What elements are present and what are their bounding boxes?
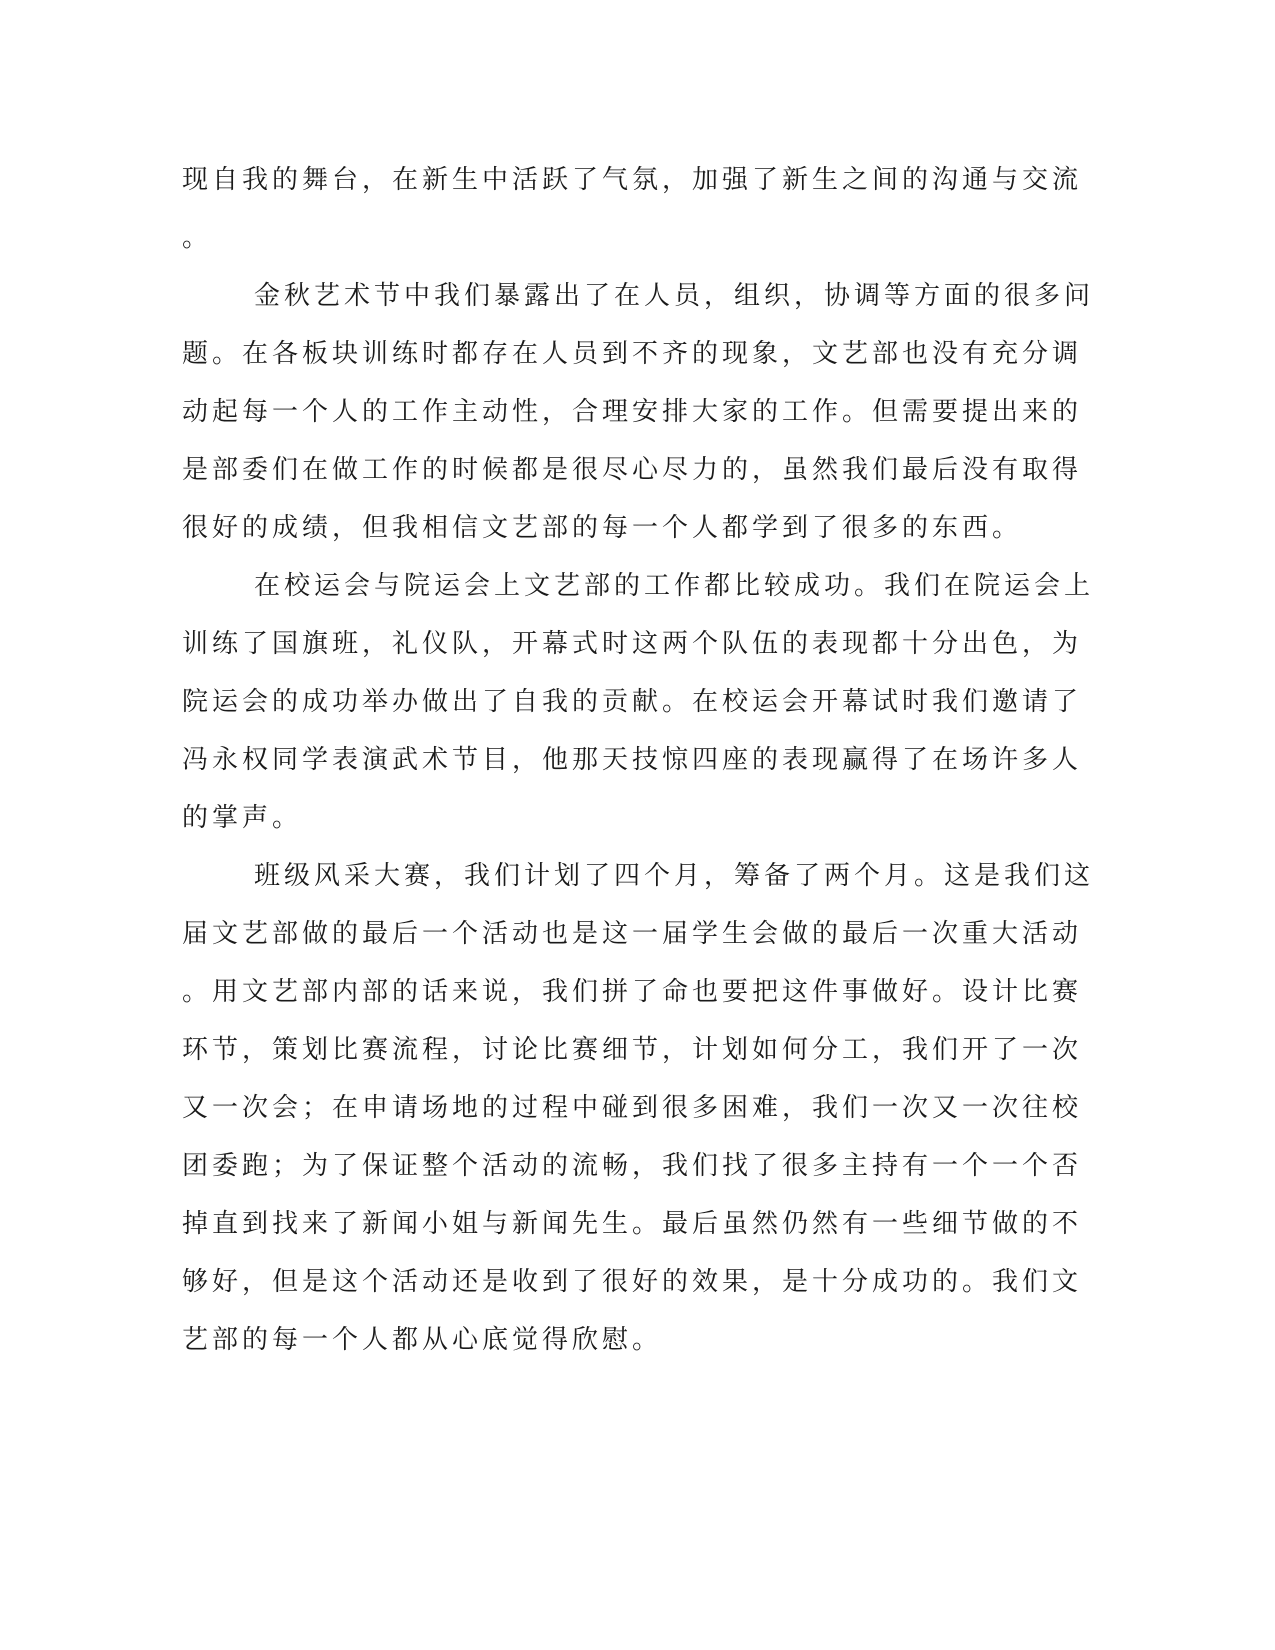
paragraph-start-line: 金秋艺术节中我们暴露出了在人员，组织，协调等方面的很多问 xyxy=(254,281,1095,311)
text-line: 艺部的每一个人都从心底觉得欣慰。 xyxy=(182,1325,663,1355)
document-body xyxy=(182,158,1095,1376)
text-line: 掉直到找来了新闻小姐与新闻先生。最后虽然仍然有一些细节做的不 xyxy=(182,1209,1083,1239)
text-line: 又一次会；在申请场地的过程中碰到很多困难，我们一次又一次往校 xyxy=(182,1093,1083,1123)
text-line: 。 xyxy=(182,223,213,253)
text-line: 动起每一个人的工作主动性，合理安排大家的工作。但需要提出来的 xyxy=(182,397,1083,427)
text-line: 是部委们在做工作的时候都是很尽心尽力的，虽然我们最后没有取得 xyxy=(182,455,1083,485)
text-line: 环节，策划比赛流程，讨论比赛细节，计划如何分工，我们开了一次 xyxy=(182,1035,1083,1065)
text-line: 训练了国旗班，礼仪队，开幕式时这两个队伍的表现都十分出色，为 xyxy=(182,629,1083,659)
text-line: 团委跑；为了保证整个活动的流畅，我们找了很多主持有一个一个否 xyxy=(182,1151,1083,1181)
text-line: 院运会的成功举办做出了自我的贡献。在校运会开幕试时我们邀请了 xyxy=(182,687,1083,717)
text-line: 题。在各板块训练时都存在人员到不齐的现象，文艺部也没有充分调 xyxy=(182,339,1083,369)
text-line: 届文艺部做的最后一个活动也是这一届学生会做的最后一次重大活动 xyxy=(182,919,1083,949)
text-line: 现自我的舞台，在新生中活跃了气氛，加强了新生之间的沟通与交流 xyxy=(182,165,1083,195)
text-line: 够好，但是这个活动还是收到了很好的效果，是十分成功的。我们文 xyxy=(182,1267,1083,1297)
paragraph-start-line: 在校运会与院运会上文艺部的工作都比较成功。我们在院运会上 xyxy=(254,571,1095,601)
text-line: 。用文艺部内部的话来说，我们拼了命也要把这件事做好。设计比赛 xyxy=(182,977,1083,1007)
text-line: 很好的成绩，但我相信文艺部的每一个人都学到了很多的东西。 xyxy=(182,513,1023,543)
text-line: 的掌声。 xyxy=(182,803,303,833)
text-line: 冯永权同学表演武术节目，他那天技惊四座的表现赢得了在场许多人 xyxy=(182,745,1083,775)
paragraph-start-line: 班级风采大赛，我们计划了四个月，筹备了两个月。这是我们这 xyxy=(254,861,1095,891)
